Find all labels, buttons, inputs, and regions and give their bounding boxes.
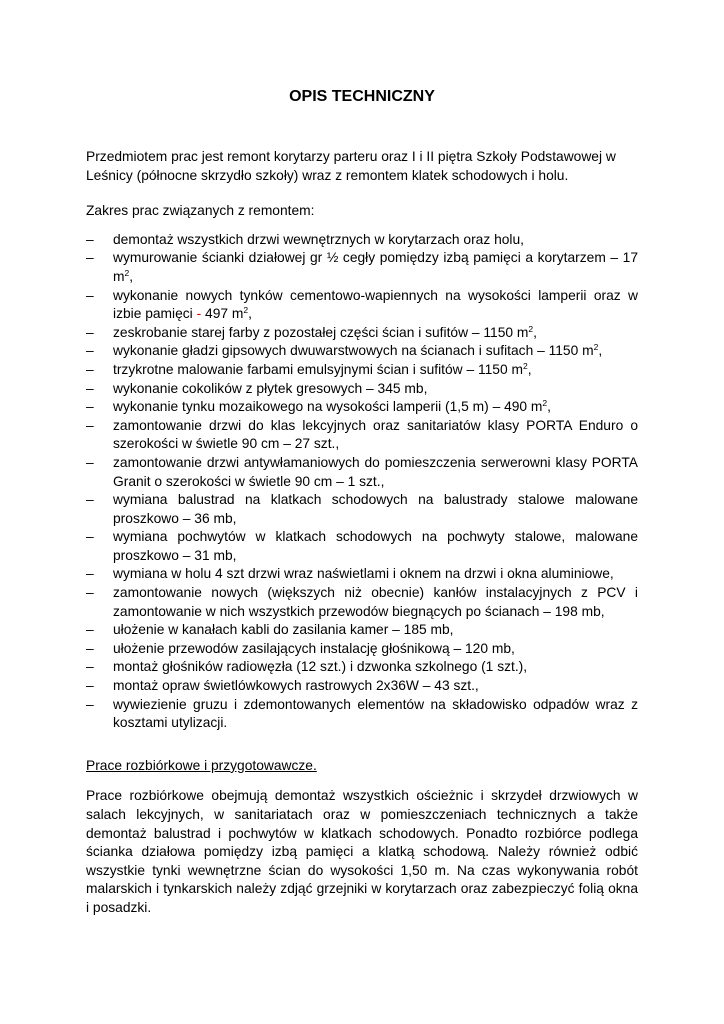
list-item-text: ułożenie przewodów zasilających instalację głośnikową – 120 mb, (113, 640, 515, 656)
list-item-text: wywiezienie gruzu i zdemontowanych elementów na składowisko odpadów wraz z kosztami utylizacji. (113, 696, 638, 731)
list-item (86, 287, 638, 324)
list-dash: – (86, 678, 94, 694)
list-item-text: 497 m (201, 306, 244, 322)
section-title: Prace rozbiórkowe i przygotowawcze. (86, 757, 317, 773)
list-item (86, 696, 638, 733)
list-item (86, 417, 638, 454)
list-dash: – (86, 622, 94, 638)
list-item-text: demontaż wszystkich drzwi wewnętrznych w korytarzach oraz holu, (113, 231, 524, 247)
list-item (86, 324, 638, 343)
section-body: Prace rozbiórkowe obejmują demontaż wszystkich ościeżnic i skrzydeł drzwiowych w salach lekcyjnych, w sanitariatach oraz w pomieszczeniach technicznych a także demontaż balustrad i pochwytów w klatkach schodowych. Ponadto rozbiórce podlega ścianka działowa pomiędzy izbą pamięci a klatką schodową. Należy również odbić wszystkie tynki wewnętrzne ścian do wysokości 1,50 m. Na czas wykonywania robót malarskich i tynkarskich należy zdjąć grzejniki w korytarzach oraz zabezpieczyć folią okna i posadzki. (86, 788, 638, 915)
list-dash: – (86, 492, 94, 508)
list-item-text: ułożenie w kanałach kabli do zasilania kamer – 185 mb, (113, 622, 454, 638)
superscript: 2 (593, 342, 599, 353)
list-item-text: wymiana balustrad na klatkach schodowych na balustrady stalowe malowane proszkowo – 36 mb, (113, 492, 638, 526)
list-item (86, 342, 638, 361)
list-item (86, 565, 638, 584)
list-item (86, 231, 638, 250)
list-dash: – (86, 361, 94, 377)
list-dash: – (86, 324, 94, 340)
list-dash: – (86, 250, 94, 266)
list-item (86, 249, 638, 286)
list-dash: – (86, 417, 94, 433)
list-item-text: , (547, 399, 551, 415)
list-item (86, 454, 638, 491)
list-item-text: , (248, 306, 252, 322)
scope-list (86, 231, 638, 733)
list-dash: – (86, 640, 94, 656)
list-item-text: wymiana pochwytów w klatkach schodowych na pochwyty stalowe, malowane proszkowo – 31 mb, (113, 529, 638, 563)
list-item-text: , (598, 343, 603, 359)
document-content (86, 148, 638, 918)
superscript: 2 (528, 323, 534, 334)
list-item (86, 640, 638, 659)
list-item-text: - (196, 306, 202, 322)
list-item (86, 491, 638, 528)
list-item-text: wykonanie gładzi gipsowych dwuwarstwowych na ścianach i sufitach – 1150 m (113, 343, 594, 359)
list-item (86, 398, 638, 417)
list-item-text: wykonanie cokolików z płytek gresowych – 345 mb, (113, 380, 428, 396)
list-dash: – (86, 380, 94, 396)
list-dash: – (86, 585, 94, 601)
list-item-text: zeskrobanie starej farby z pozostałej części ścian i sufitów – 1150 m (113, 324, 529, 340)
list-item-text: wykonanie nowych tynków cementowo-wapiennych na wysokości lamperii oraz w izbie pamięci (113, 287, 638, 322)
list-dash: – (86, 454, 94, 470)
list-item-text: montaż opraw świetlówkowych rastrowych 2x36W – 43 szt., (113, 678, 479, 694)
superscript: 2 (522, 360, 528, 371)
list-item-text: , (129, 268, 134, 284)
document-title: OPIS TECHNICZNY (289, 88, 435, 105)
list-item (86, 621, 638, 640)
list-item-text: trzykrotne malowanie farbami emulsyjnymi ścian i sufitów – 1150 m (113, 361, 523, 377)
list-dash: – (86, 231, 94, 247)
list-dash: – (86, 566, 94, 582)
list-dash: – (86, 529, 94, 545)
intro-paragraph: Przedmiotem prac jest remont korytarzy parteru oraz I i II piętra Szkoły Podstawowej w Leśnicy (północne skrzydło szkoły) wraz z remontem klatek schodowych i holu. (86, 149, 616, 183)
list-dash: – (86, 287, 94, 303)
list-item-text: , (527, 361, 532, 377)
list-item-text: zamontowanie nowych (większych niż obecnie) kanłów instalacyjnych z PCV i zamontowanie w nich wszystkich przewodów biegnących po ścianach – 198 mb, (113, 585, 638, 619)
list-item-text: montaż głośników radiowęzła (12 szt.) i dzwonka szkolnego (1 szt.), (113, 659, 528, 675)
list-dash: – (86, 659, 94, 675)
scope-heading: Zakres prac związanych z remontem: (86, 203, 315, 219)
superscript: 2 (243, 305, 249, 316)
list-item-text: wymurowanie ścianki działowej gr ½ cegły pomiędzy izbą pamięci a korytarzem – 17 m (113, 250, 638, 284)
list-dash: – (86, 696, 94, 712)
list-item-text: wymiana w holu 4 szt drzwi wraz naświetlami i oknem na drzwi i okna aluminiowe, (113, 566, 614, 582)
superscript: 2 (124, 267, 130, 278)
list-item-text: zamontowanie drzwi do klas lekcyjnych oraz sanitariatów klasy PORTA Enduro o szerokości w świetle 90 cm – 27 szt., (113, 417, 638, 452)
list-item-text: , (533, 324, 537, 340)
list-item-text: zamontowanie drzwi antywłamaniowych do pomieszczenia serwerowni klasy PORTA Granit o szerokości w świetle 90 cm – 1 szt., (113, 454, 638, 489)
list-item (86, 584, 638, 621)
list-item (86, 361, 638, 380)
list-item (86, 380, 638, 399)
list-item (86, 658, 638, 677)
superscript: 2 (542, 398, 548, 409)
list-dash: – (86, 399, 94, 415)
list-item (86, 677, 638, 696)
list-dash: – (86, 343, 94, 359)
list-item-text: wykonanie tynku mozaikowego na wysokości lamperii (1,5 m) – 490 m (113, 399, 543, 415)
list-item (86, 528, 638, 565)
